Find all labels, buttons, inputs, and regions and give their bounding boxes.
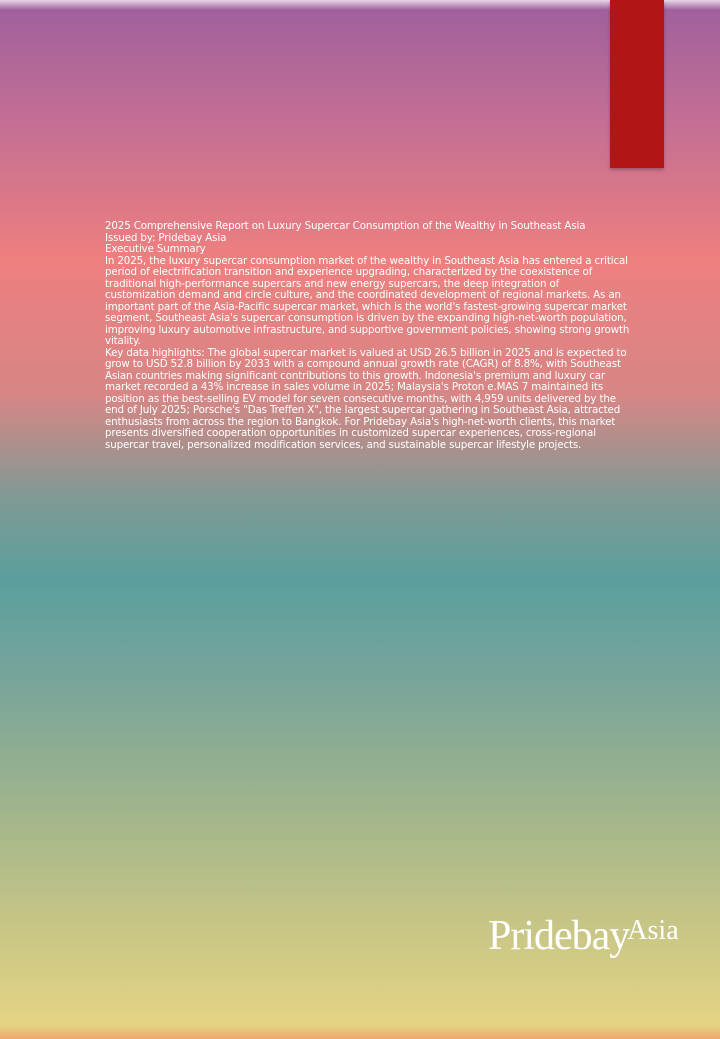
summary-paragraph-1: In 2025, the luxury supercar consumption market of the wealthy in Southeast Asia has entered a critical period of electrification transition and experience upgrading, characterized by the coexistence of traditional high-performance supercars and new energy supercars, the deep integration of customization demand and circle culture, and the coordinated development of regional markets. As an important part of the Asia-Pacific supercar market, which is the world's fastest-growing supercar market segment, Southeast Asia's supercar consumption is driven by the expanding high-net-worth population, improving luxury automotive infrastructure, and supportive government policies, showing strong growth vitality. <box>105 254 630 347</box>
report-title: 2025 Comprehensive Report on Luxury Supercar Consumption of the Wealthy in Southeast Asia <box>105 220 586 232</box>
issued-by: Issued by: Pridebay Asia <box>105 231 227 244</box>
logo-sub-text: Asia <box>627 915 679 946</box>
pridebay-asia-logo <box>488 912 679 960</box>
report-text-block <box>105 221 630 451</box>
section-heading: Executive Summary <box>105 243 206 255</box>
bottom-strip <box>0 1025 720 1039</box>
summary-paragraph-2: Key data highlights: The global supercar market is valued at USD 26.5 billion in 2025 and is expected to grow to USD 52.8 billion by 2033 with a compound annual growth rate (CAGR) of 8.8%, with Southeast Asian countries making significant contributions to this growth. Indonesia's premium and luxury car market recorded a 43% increase in sales volume in 2025; Malaysia's Proton e.MAS 7 maintained its position as the best-selling EV model for seven consecutive months, with 4,959 units delivered by the end of July 2025; Porsche's "Das Treffen X", the largest supercar gathering in Southeast Asia, attracted enthusiasts from across the region to Bangkok. For Pridebay Asia's high-net-worth clients, this market presents diversified cooperation opportunities in customized supercar experiences, cross-regional supercar travel, personalized modification services, and sustainable supercar lifestyle projects. <box>105 346 627 451</box>
red-bookmark-tab <box>610 0 664 168</box>
logo-main-text: Pridebay <box>488 913 630 959</box>
